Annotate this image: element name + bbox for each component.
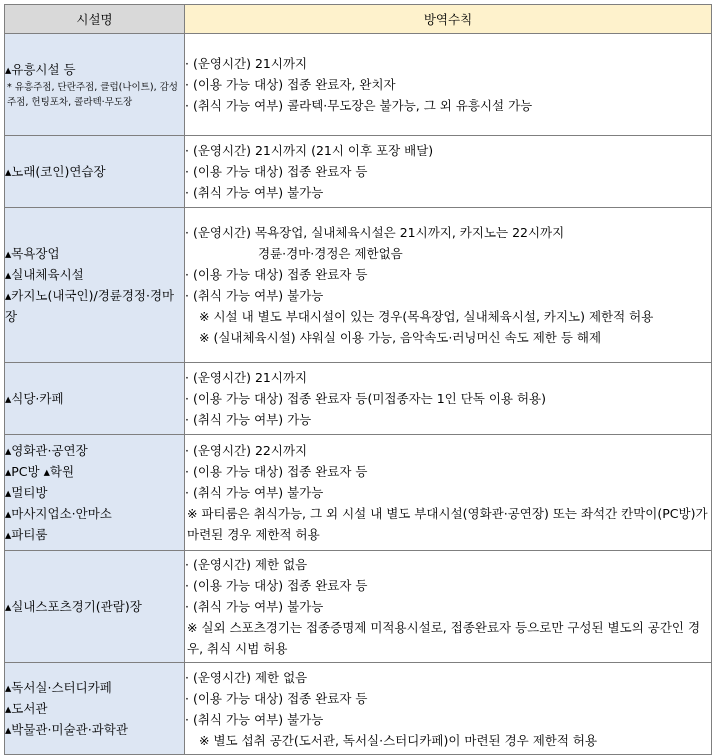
facility-cell [5, 208, 185, 363]
facility-label: ▴실내체육시설 [5, 267, 84, 282]
rule-line: · (이용 가능 대상) 접종 완료자 등 [185, 690, 368, 706]
table-row [5, 34, 712, 136]
facility-label: ▴멀티방 [5, 485, 48, 500]
rule-line: · (취식 가능 여부) 불가능 [185, 711, 324, 727]
facility-cell [5, 363, 185, 435]
rules-cell [185, 34, 712, 136]
quarantine-rules-table [4, 4, 712, 755]
rules-header: 방역수칙 [185, 5, 712, 34]
facility-label: ▴목욕장업 [5, 246, 60, 261]
facility-label: ▴노래(코인)연습장 [5, 164, 106, 179]
rule-note: ※ 파티룸은 취식가능, 그 외 시설 내 별도 부대시설(영화관·공연장) 또는 좌석간 칸막이(PC방)가 마련된 경우 제한적 허용 [187, 506, 708, 542]
rules-cell [185, 136, 712, 208]
facility-label: ▴도서관 [5, 701, 48, 716]
rule-line: · (운영시간) 목욕장업, 실내체육시설은 21시까지, 카지노는 22시까지 [185, 225, 565, 240]
rule-line: · (이용 가능 대상) 접종 완료자 등 [185, 464, 368, 479]
rule-line: 경륜·경마·경정은 제한없음 [258, 246, 403, 261]
rule-line: · (취식 가능 여부) 불가능 [185, 185, 324, 200]
rule-line: · (취식 가능 여부) 콜라텍·무도장은 불가능, 그 외 유흥시설 가능 [185, 98, 533, 113]
table-row [5, 208, 712, 363]
rule-line: · (취식 가능 여부) 불가능 [185, 288, 324, 303]
facility-label: ▴독서실·스터디카페 [5, 680, 112, 695]
table-row [5, 136, 712, 208]
facility-sublabel: * 유흥주점, 단란주점, 클럽(나이트), 감성주점, 헌팅포차, 콜라텍·무도장 [7, 82, 178, 108]
table-row [5, 663, 712, 755]
rules-cell [185, 435, 712, 551]
facility-cell [5, 663, 185, 755]
rules-cell [185, 363, 712, 435]
header-row [5, 5, 712, 34]
rule-line: · (취식 가능 여부) 불가능 [185, 485, 324, 500]
rule-line: · (취식 가능 여부) 불가능 [185, 599, 324, 614]
facility-label: ▴카지노(내국인)/경륜경정·경마장 [5, 288, 175, 324]
facility-cell [5, 435, 185, 551]
rule-line: · (이용 가능 대상) 접종 완료자 등 [185, 578, 368, 593]
rules-cell [185, 208, 712, 363]
rule-line: · (운영시간) 21시까지 [185, 56, 308, 71]
facility-cell [5, 136, 185, 208]
facility-label: ▴박물관·미술관·과학관 [5, 722, 128, 737]
table-row [5, 363, 712, 435]
rule-line: · (운영시간) 22시까지 [185, 443, 308, 458]
rule-line: · (취식 가능 여부) 가능 [185, 412, 312, 427]
rule-line: · (이용 가능 대상) 접종 완료자 등 [185, 267, 368, 282]
rule-line: · (운영시간) 제한 없음 [185, 557, 308, 572]
facility-label: ▴식당·카페 [5, 391, 64, 406]
facility-label: ▴유흥시설 등 [5, 62, 76, 77]
rule-note: ※ 시설 내 별도 부대시설이 있는 경우(목욕장업, 실내체육시설, 카지노) 제한적 허용 [199, 309, 654, 324]
facility-label: ▴영화관·공연장 [5, 443, 88, 458]
facility-label: ▴마사지업소·안마소 [5, 506, 112, 521]
rule-line: · (운영시간) 제한 없음 [185, 669, 308, 685]
table-row [5, 551, 712, 663]
rule-line: · (이용 가능 대상) 접종 완료자 등 [185, 164, 368, 179]
rules-cell [185, 551, 712, 663]
facility-header: 시설명 [5, 5, 185, 34]
rule-note: ※ (실내체육시설) 샤워실 이용 가능, 음악속도·러닝머신 속도 제한 등 해제 [199, 330, 602, 345]
rules-cell [185, 663, 712, 755]
rule-line: · (이용 가능 대상) 접종 완료자 등(미접종자는 1인 단독 이용 허용) [185, 391, 546, 406]
rule-note: ※ 별도 섭취 공간(도서관, 독서실·스터디카페)이 마련된 경우 제한적 허용 [199, 732, 598, 748]
facility-label: ▴PC방 ▴학원 [5, 464, 75, 479]
rule-line: · (운영시간) 21시까지 (21시 이후 포장 배달) [185, 143, 434, 158]
facility-cell [5, 551, 185, 663]
table-row [5, 435, 712, 551]
rule-line: · (운영시간) 21시까지 [185, 370, 308, 385]
facility-label: ▴파티룸 [5, 527, 48, 542]
rule-note: ※ 실외 스포츠경기는 접종증명제 미적용시설로, 접종완료자 등으로만 구성된 별도의 공간인 경우, 취식 시범 허용 [187, 620, 701, 656]
rule-line: · (이용 가능 대상) 접종 완료자, 완치자 [185, 77, 396, 92]
facility-cell [5, 34, 185, 136]
facility-label: ▴실내스포츠경기(관람)장 [5, 599, 142, 614]
